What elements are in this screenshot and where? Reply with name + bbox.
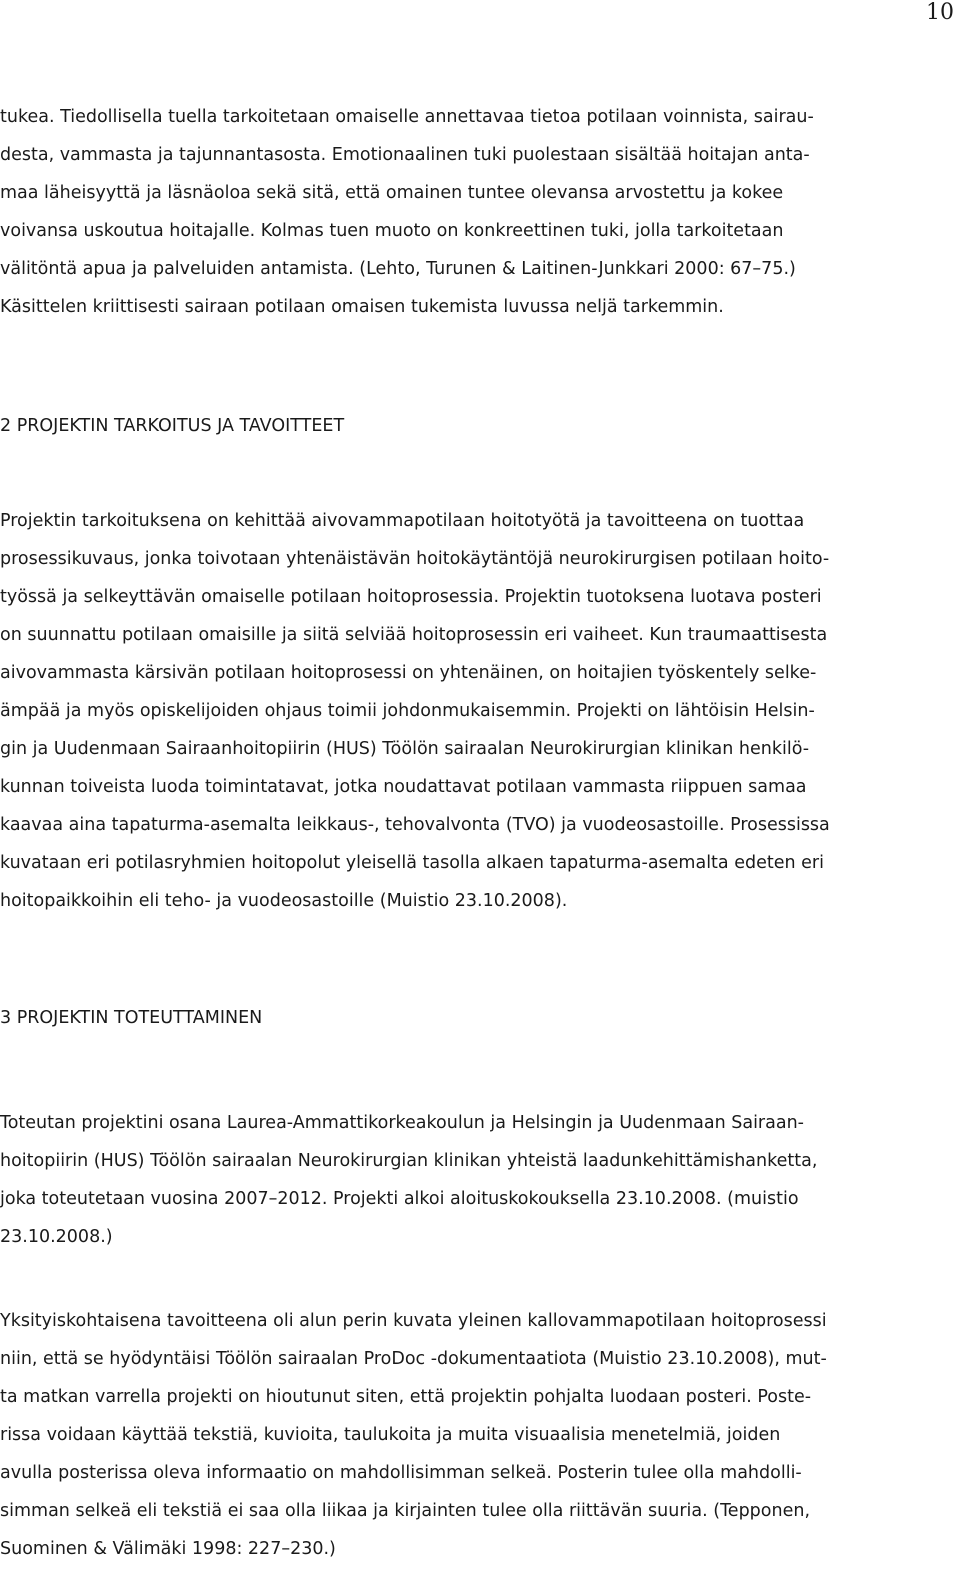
text-line: kaavaa aina tapaturma-asemalta leikkaus-, tehovalvonta (TVO) ja vuodeosastoille. Prosessissa [0, 815, 830, 835]
text-line: ta matkan varrella projekti on hioutunut siten, että projektin pohjalta luodaan posteri. Poste- [0, 1387, 812, 1407]
text-line: hoitopaikkoihin eli teho- ja vuodeosastoille (Muistio 23.10.2008). [0, 891, 568, 911]
text-line: ämpää ja myös opiskelijoiden ohjaus toimii johdonmukaisemmin. Projekti on lähtöisin Helsin- [0, 701, 815, 721]
text-line: desta, vammasta ja tajunnantasosta. Emotionaalinen tuki puolestaan sisältää hoitajan anta- [0, 145, 810, 165]
section-2-paragraph [0, 502, 960, 920]
text-line: voivansa uskoutua hoitajalle. Kolmas tuen muoto on konkreettinen tuki, jolla tarkoitetaan [0, 221, 784, 241]
text-line: simman selkeä eli tekstiä ei saa olla liikaa ja kirjainten tulee olla riittävän suuria. (Tepponen, [0, 1501, 811, 1521]
text-line: maa läheisyyttä ja läsnäoloa sekä sitä, että omainen tuntee olevansa arvostettu ja kokee [0, 183, 784, 203]
page-number: 10 [926, 0, 954, 25]
text-line: niin, että se hyödyntäisi Töölön sairaalan ProDoc -dokumentaatiota (Muistio 23.10.2008), mut- [0, 1349, 827, 1369]
text-line: kunnan toiveista luoda toimintatavat, jotka noudattavat potilaan vammasta riippuen samaa [0, 777, 807, 797]
text-line: rissa voidaan käyttää tekstiä, kuvioita, taulukoita ja muita visuaalisia menetelmiä, joiden [0, 1425, 781, 1445]
text-line: työssä ja selkeyttävän omaiselle potilaan hoitoprosessia. Projektin tuotoksena luotava posteri [0, 587, 822, 607]
text-line: 23.10.2008.) [0, 1227, 113, 1247]
intro-paragraph [0, 98, 960, 326]
section-heading: 2 PROJEKTIN TARKOITUS JA TAVOITTEET [0, 416, 345, 436]
text-line: kuvataan eri potilasryhmien hoitopolut yleisellä tasolla alkaen tapaturma-asemalta edeten eri [0, 853, 824, 873]
text-line: hoitopiirin (HUS) Töölön sairaalan Neurokirurgian klinikan yhteistä laadunkehittämishanketta, [0, 1151, 818, 1171]
section-3-paragraph-2 [0, 1302, 960, 1568]
text-line: tukea. Tiedollisella tuella tarkoitetaan omaiselle annettavaa tietoa potilaan voinnista, sairau- [0, 107, 814, 127]
section-3-paragraph-1 [0, 1104, 960, 1256]
text-line: Projektin tarkoituksena on kehittää aivovammapotilaan hoitotyötä ja tavoitteena on tuottaa [0, 511, 805, 531]
text-line: gin ja Uudenmaan Sairaanhoitopiirin (HUS) Töölön sairaalan Neurokirurgian klinikan henkilö- [0, 739, 810, 759]
text-line: prosessikuvaus, jonka toivotaan yhtenäistävän hoitokäytäntöjä neurokirurgisen potilaan hoito- [0, 549, 830, 569]
text-line: Käsittelen kriittisesti sairaan potilaan omaisen tukemista luvussa neljä tarkemmin. [0, 297, 724, 317]
text-line: on suunnattu potilaan omaisille ja siitä selviää hoitoprosessin eri vaiheet. Kun traumaattisesta [0, 625, 828, 645]
text-line: avulla posterissa oleva informaatio on mahdollisimman selkeä. Posterin tulee olla mahdolli- [0, 1463, 802, 1483]
text-line: Yksityiskohtaisena tavoitteena oli alun perin kuvata yleinen kallovammapotilaan hoitoprosessi [0, 1311, 827, 1331]
section-heading: 3 PROJEKTIN TOTEUTTAMINEN [0, 1008, 263, 1028]
section-3-heading-block [0, 999, 960, 1037]
text-line: Toteutan projektini osana Laurea-Ammattikorkeakoulun ja Helsingin ja Uudenmaan Sairaan- [0, 1113, 804, 1133]
text-line: aivovammasta kärsivän potilaan hoitoprosessi on yhtenäinen, on hoitajien työskentely selke- [0, 663, 817, 683]
text-line: Suominen & Välimäki 1998: 227–230.) [0, 1539, 336, 1559]
text-line: joka toteutetaan vuosina 2007–2012. Projekti alkoi aloituskokouksella 23.10.2008. (muistio [0, 1189, 799, 1209]
text-line: välitöntä apua ja palveluiden antamista. (Lehto, Turunen & Laitinen-Junkkari 2000: 67–75.) [0, 259, 796, 279]
section-2-heading-block [0, 407, 960, 445]
